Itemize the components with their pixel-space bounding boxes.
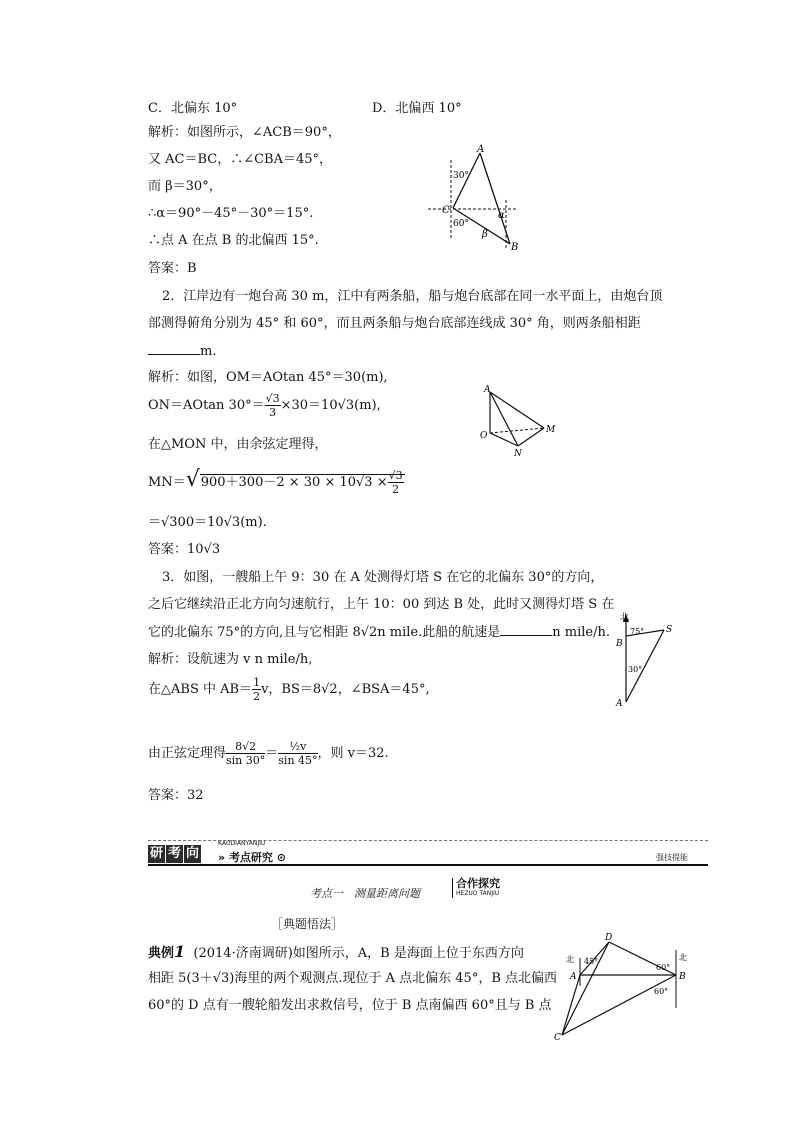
fig3-angle-75: 75° (630, 627, 645, 636)
q1-solution-line-3: 而 β＝30°， (148, 179, 222, 194)
q3-solution-line-1: 解析：设航速为 v n mile/h, (148, 652, 313, 667)
q2-solution-line-3: 在△MON 中，由余弦定理得， (148, 437, 328, 452)
fig3-north-label: 北 (620, 613, 630, 623)
example-1-line-2: 相距 5(3＋√3)海里的两个观测点.现位于 A 点北偏东 45°，B 点北偏西 (148, 971, 558, 986)
fig1-label-c: C (442, 205, 450, 216)
fig2-label-n: N (514, 449, 522, 459)
fig4-angle-60-bottom: 60° (654, 987, 669, 996)
q3-line-2: 之后它继续沿正北方向匀速航行，上午 10：00 到达 B 处，此时又测得灯塔 S 在 (148, 597, 615, 612)
section-heading: 考点一 测量距离问题 (310, 887, 420, 900)
fig4-north-left: 北 (566, 955, 574, 964)
q2-line-3: m. (148, 342, 216, 361)
section-banner (148, 840, 708, 866)
q3-solution-line-2: 在△ABS 中 AB＝ $\frac{1}{2}$ v，BS＝8√2，∠BSA＝45°, (148, 676, 430, 703)
q1-solution-line-4: ∴α＝90°－45°－30°＝15°. (148, 206, 314, 221)
q3-answer: 答案：32 (148, 788, 204, 803)
q3-answer-blank[interactable] (500, 623, 552, 636)
q2-answer-blank[interactable] (148, 342, 200, 355)
fig2-label-m: M (546, 425, 556, 435)
q1-solution-line-2: 又 AC＝BC，∴∠CBA＝45°， (148, 152, 333, 167)
fig3-label-a: A (616, 699, 623, 708)
fig3-label-b: B (616, 639, 623, 649)
q2-solution-line-2: ON＝AOtan 30°＝ $\frac{√3}{3}$ ×30＝10√3(m), (148, 392, 381, 419)
fig1-alpha: α (498, 210, 505, 221)
section-tag-pinyin: HEZUO TANJIU (456, 890, 500, 897)
q1-solution-line-5: ∴点 A 在点 B 的北偏西 15°. (148, 233, 319, 248)
q1-answer: 答案：B (148, 261, 197, 276)
q1-solution-line-1: 解析：如图所示，∠ACB＝90°， (148, 125, 341, 140)
q2-line-2: 部测得俯角分别为 45° 和 60°，而且两条船与炮台底部连线成 30° 角，则两条船相距 (148, 316, 641, 331)
q2-solution-line-1: 解析：如图，OM＝AOtan 45°＝30(m), (148, 370, 388, 385)
section-subheading: ［典题悟法］ (271, 917, 344, 931)
fig1-angle-60: 60° (453, 219, 469, 229)
fig4-angle-60-top: 60° (656, 963, 671, 972)
figure-2-pyramid (474, 380, 564, 460)
fig2-label-o: O (480, 431, 488, 441)
example-number: 1 (174, 942, 186, 961)
fig2-label-a: A (484, 385, 491, 395)
example-1-line-1: 典例1 (2014·济南调研)如图所示，A，B 是海面上位于东西方向 (148, 942, 524, 961)
fig4-label-d: D (605, 933, 613, 943)
fig3-label-s: S (666, 625, 673, 635)
fig4-north-right: 北 (679, 953, 687, 962)
banner-char-2: 考 (167, 846, 181, 861)
banner-right-label: 强技提能 (656, 853, 688, 862)
fig1-angle-30: 30° (453, 171, 469, 181)
q3-solution-line-3: 由正弦定理得 $\frac{8√2}{\sin 30^\circ}$ ＝ $\frac{\text{½v}}{\sin 45^\circ}$ ，则 v＝32. (148, 740, 389, 767)
q2-answer: 答案：10√3 (148, 542, 221, 557)
fig4-label-c: C (554, 1033, 561, 1043)
figure-4-rescue (552, 928, 702, 1043)
q2-solution-line-5: ＝√300＝10√3(m). (148, 515, 267, 530)
example-label: 典例 (148, 946, 175, 961)
fig1-beta: β (482, 229, 488, 240)
banner-badge (148, 845, 202, 863)
fig4-label-b: B (679, 972, 686, 982)
option-d: D．北偏西 10° (372, 101, 462, 116)
banner-char-1: 研 (149, 846, 163, 861)
q2-solution-line-4: MN＝√900＋300－2 × 30 × 10√3 × $\frac{√3}{2}$ (148, 467, 403, 496)
example-1-line-3: 60°的 D 点有一艘轮船发出求救信号，位于 B 点南偏西 60°且与 B 点 (148, 998, 552, 1013)
fig4-label-a: A (570, 972, 577, 982)
banner-title: » 考点研究 ⊙ (218, 851, 286, 864)
figure-1-triangle (418, 140, 528, 255)
q2-line-1: 2．江岸边有一炮台高 30 m，江中有两条船，船与炮台底部在同一水平面上，由炮台顶 (162, 289, 663, 304)
q3-line-1: 3．如图，一艘船上午 9：30 在 A 处测得灯塔 S 在它的北偏东 30°的方向， (162, 570, 604, 585)
section-tag-cn: 合作探究 (456, 877, 500, 890)
fig3-angle-30: 30° (628, 665, 643, 674)
fig1-label-a: A (477, 144, 485, 155)
banner-char-3: 向 (185, 846, 199, 861)
option-c: C．北偏东 10° (148, 101, 238, 116)
section-tag (452, 878, 500, 898)
fig4-angle-45: 45° (584, 957, 599, 966)
q3-line-3: 它的北偏东 75°的方向,且与它相距 8√2n mile.此船的航速是 n mile/h. (148, 625, 610, 640)
figure-3-navigation (608, 608, 688, 708)
fig1-label-b: B (511, 242, 519, 253)
banner-pinyin: KAODIANYANJIU (218, 840, 266, 847)
